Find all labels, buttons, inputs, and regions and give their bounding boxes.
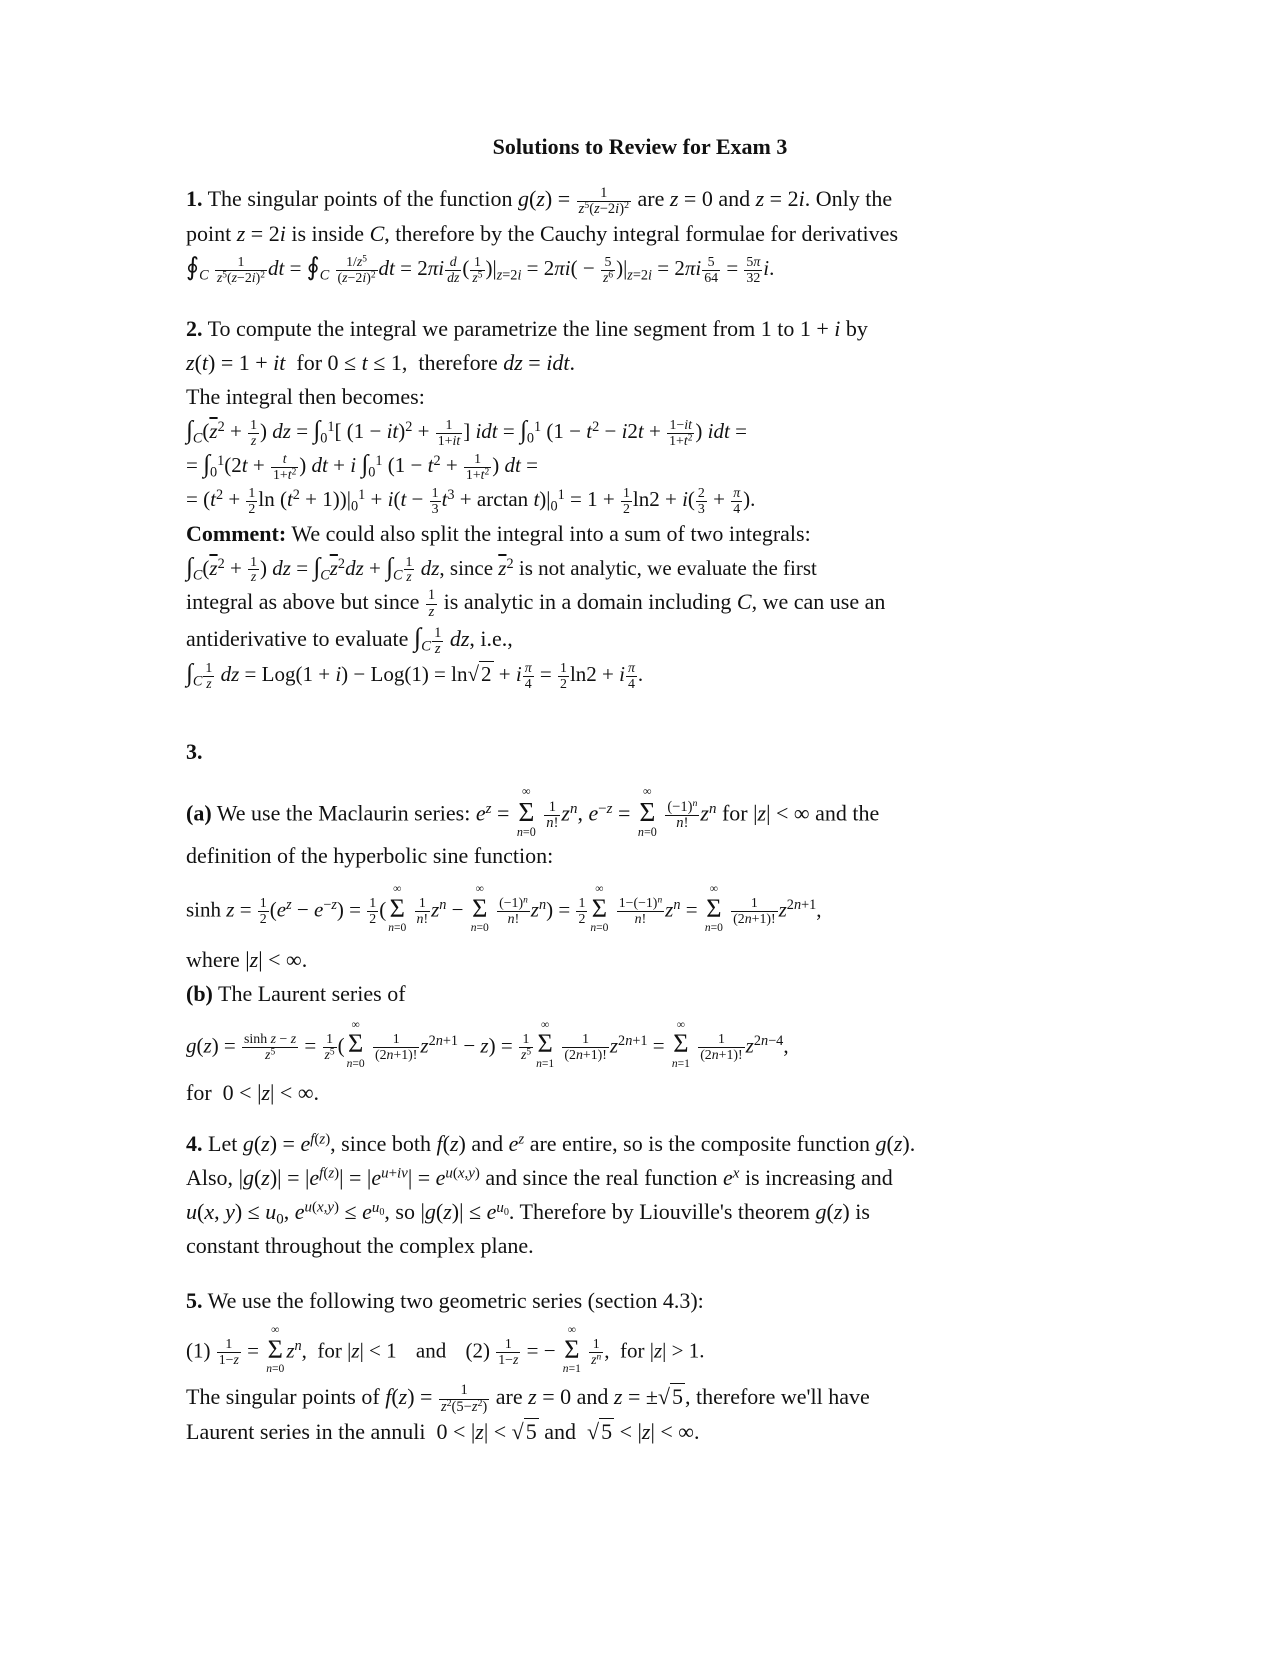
p2-label: 2. — [186, 316, 203, 341]
p3a-line-4: where |z| < ∞. — [186, 946, 308, 972]
p3b-line-1: (b) The Laurent series of — [186, 980, 406, 1006]
p4-line-4: constant throughout the complex plane. — [186, 1233, 534, 1258]
p2-line-4: $\int_C(\overline{z}^2$ + $\frac{1}{z}$ ) dz = $\int_0^1$[ (1 − it)$^2$ + $\frac{1}{1+it}$ ] idt = $\int_0^1$ ($1 - t^2 - i2t$ + $\frac{1-it}{1+t^2}$ ) idt = — [186, 417, 747, 448]
comment-line-1: Comment: We could also split the integral into a sum of two integrals: — [186, 520, 811, 546]
problem-5 — [186, 1284, 1086, 1449]
p2-line-3: The integral then becomes: — [186, 384, 425, 409]
comment-label: Comment: — [186, 520, 287, 546]
p1-line-3: $∮_C$ $\frac{1}{z^5(z-2i)^2}$ dt = $∮_C$ $\frac{1/z^5}{(z-2i)^2}$ dt = 2πi $\frac{d}{dz}$ ( $\frac{1}{z^5}$ )$|_{z=2i} = 2\pi i$( − $\frac{5}{z^6}$ )$|_{z=2i} = 2\pi i$ $\frac{5}{64}$ = $\frac{5\pi}{32}$ i. — [186, 254, 775, 285]
p3-label-line — [186, 735, 1086, 769]
p5-line-1: 5. We use the following two geometric series (section 4.3): — [186, 1288, 704, 1313]
problem-3 — [186, 735, 1086, 1110]
p2-line-5: = $\int_0^1(2t$ + $\frac{t}{1+t^2}$ ) dt + i $\int_0^1$ ($1 - t^2$ + $\frac{1}{1+t^2}$ ) dt = — [186, 451, 538, 482]
p3-label: 3. — [186, 739, 203, 764]
page-title: Solutions to Review for Exam 3 — [492, 134, 788, 159]
p5-label: 5. — [186, 1288, 203, 1313]
p2-line-6: = ($t^2$ + $\frac{1}{2}$ $\ln (t^2 + 1))|_0^1 + i(t$ − $\frac{1}{3}$ $t^3 + \arctan t)|_0^1 = 1$ + $\frac{1}{2}$ ln2 + i( $\frac{2}{3}$ + $\frac{\pi}{4}$ ). — [186, 485, 756, 517]
p1-line-2: point z = 2i is inside C, therefore by the Cauchy integral formulae for derivatives — [186, 221, 898, 247]
p4-line-3: u(x, $y) \le u_0$, $e^{u(x,y)} \le e^{u_0}$, so $|g(z)| \le e^{u_0}$. Therefore by Liouville's theorem g(z) is — [186, 1199, 870, 1228]
comment-line-2: $\int_C(\overline{z}^2$ + $\frac{1}{z}$ ) dz = $\int_C\overline{z}^2dz + \int_C$ $\frac{1}{z}$ dz, since $\overline{z}^2$ is not analytic, we evaluate the first — [186, 553, 817, 585]
p3a-line-3: sinh z = $\frac{1}{2}$ $(e^z - e^{-z})$ = $\frac{1}{2}$ ( ∞ Σ n=0 $\frac{1}{n!}$ $z^n$ − ∞ Σ n=0 $\frac{(-1)^n}{n!}$ $z^n$) = $\frac{1}{2}$ ∞ Σ n=0 $\frac{1-(-1)^n}{n!}$ $z^n$ = ∞ Σ n=0 $\frac{1}{(2n+1)!}$ $z^{2n+1}$, — [186, 883, 822, 935]
p1-label: 1. — [186, 186, 203, 211]
p4-line-2: Also, $|g(z)| = |e^{f(z)}| = |e^{u+iv}| = e^{u(x,y)}$ and since the real function $e^x$ is increasing and — [186, 1165, 893, 1190]
p3b-line-2: g(z) = $\frac{\text{sinh z − z}}{z^5}$ = $\frac{1}{z^5}$ ( ∞ Σ n=0 $\frac{1}{(2n+1)!}$ $z^{2n+1} - z$) = $\frac{1}{z^5}$ ∞ Σ n=1 $\frac{1}{(2n+1)!}$ $z^{2n+1}$ = ∞ Σ n=1 $\frac{1}{(2n+1)!}$ $z^{2n-4}$, — [186, 1018, 789, 1070]
p5-line-2: (1) $\frac{1}{1-z}$ = ∞ Σ n=0 $z^n$, for |z| < 1 and (2) $\frac{1}{1-z}$ = − ∞ Σ n=1 $\frac{1}{z^n}$ , for |z| > 1. — [186, 1324, 705, 1375]
p3a-line-2: definition of the hyperbolic sine function: — [186, 843, 554, 869]
problem-4 — [186, 1127, 1086, 1263]
problem-2 — [186, 312, 1086, 691]
p4-line-1: 4. Let $g(z) = e^{f(z)}$, since both f(z) and $e^z$ are entire, so is the composite function g(z). — [186, 1131, 916, 1156]
p5-line-4: Laurent series in the annuli 0 < |z| < √5 and √5 < |z| < ∞. — [186, 1418, 700, 1444]
comment-line-3: integral as above but since $\frac{1}{z}$ is analytic in a domain including C, we can use an — [186, 587, 886, 620]
p2-line-1: 2. To compute the integral we parametrize the line segment from 1 to 1 + i by — [186, 316, 868, 341]
p3a-line-1: (a) We use the Maclaurin series: $e^z$ = ∞ Σ n=0 $\frac{1}{n!}$ $z^n$, $e^{-z}$ = ∞ Σ n=0 $\frac{(-1)^n}{n!}$ $z^n$ for |z| < ∞ and the — [186, 784, 880, 839]
p3b-line-3: for 0 < |z| < ∞. — [186, 1080, 320, 1106]
p2-line-2: z(t) = 1 + it for 0 ≤ t ≤ 1, therefore dz = idt. — [186, 350, 575, 375]
comment-line-5: $\int_C$ $\frac{1}{z}$ dz = Log(1 + i) − Log(1) = ln√2 + i $\frac{\pi}{4}$ = $\frac{1}{2}$ ln2 + i $\frac{\pi}{4}$ . — [186, 660, 644, 691]
comment-line-4: antiderivative to evaluate $\int_C$ $\frac{1}{z}$ dz, i.e., — [186, 621, 513, 657]
p1-line-1: 1. The singular points of the function g(z) = $\frac{1}{z^5(z-2i)^2}$ are z = 0 and z = 2i. Only the — [186, 184, 893, 217]
p4-label: 4. — [186, 1131, 203, 1156]
p5-line-3: The singular points of f(z) = $\frac{1}{z^2(5-z^2)}$ are z = 0 and z = ±√5, therefore we'll have — [186, 1382, 870, 1415]
problem-1 — [186, 182, 1086, 285]
